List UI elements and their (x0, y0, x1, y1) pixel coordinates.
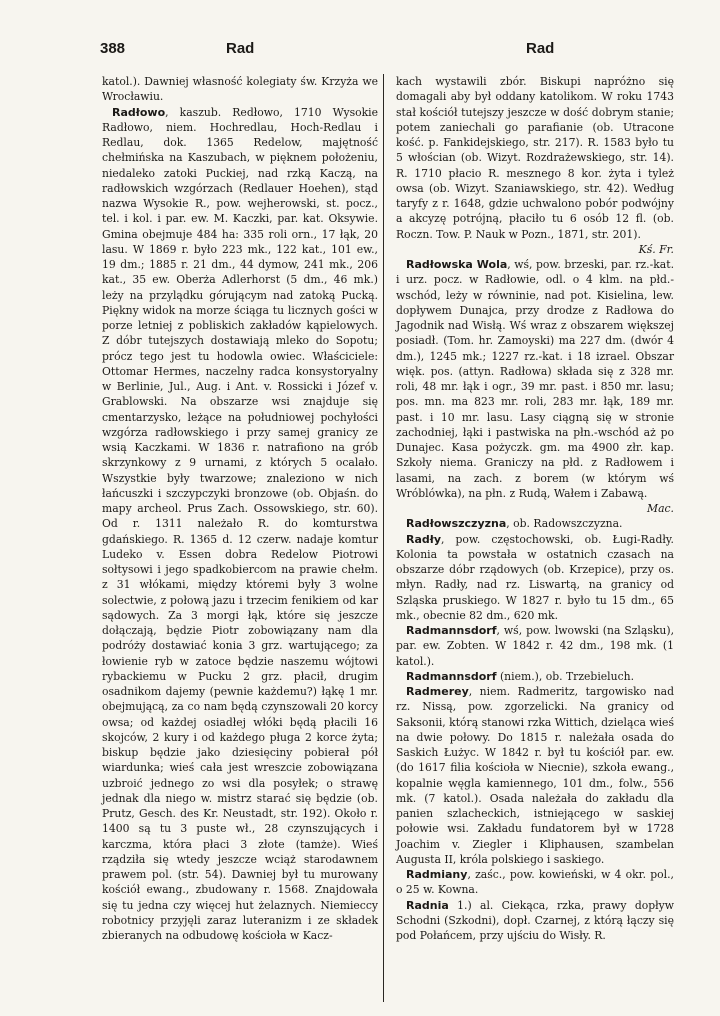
page-header (100, 40, 680, 62)
entry-headword: Radły (406, 532, 442, 546)
column-divider (383, 74, 384, 1002)
entry-text: , wś, pow. brzeski, par. rz.-kat. i urz. pocz. w Radłowie, odl. o 4 klm. na płd.-wschód, leży w równinie, nad pot. Kisielina, lew. dopływem Dunajca, przy drodze z Radłowa do Jagodnik nad Wisłą. Wś wraz z obszarem większej posiadł. (Tom. hr. Zamoyski) ma 227 dm. (dwór 4 dm.), 1245 mk.; 1227 rz.-kat. i 18 izrael. Obszar więk. pos. (attyn. Radłowa) składa się z 328 mr. roli, 48 mr. łąk i ogr., 39 mr. past. i 850 mr. lasu; pos. mn. ma 823 mr. roli, 283 mr. łąk, 189 mr. past. i 10 mr. lasu. Lasy ciągną się w stronie zachodniej, łąki i pastwiska na płn.-wschód aż po Dunajec. Kasa pożyczk. gm. ma 4900 złr. kap. Szkoły niema. Graniczy na płd. z Radłowem i lasami, na zach. z borem (w którym wś Wróblówka), na płn. z Rudą, Wałem i Zabawą. (396, 258, 674, 500)
dictionary-entry (396, 257, 674, 516)
right-column (396, 74, 674, 943)
entry-text: kach wystawili zbór. Biskupi napróżno się domagali aby był oddany katolikom. W roku 1743 stał kościół tutejszy jeszcze w dość dobrym stanie; potem zaniechali go parafianie (ob. Utracone kość. p. Fankidejskiego, str. 217). R. 1583 było tu 5 włościan (ob. Wizyt. Rozdrażewskiego, str. 14). R. 1710 płacio R. mesznego 8 kor. żyta i tyleż owsa (ob. Wizyt. Szaniawskiego, str. 42). Według taryfy z r. 1648, gdzie uchwalono pobór podwójny a akcyzę potrójną, płaciło tu 6 osób 12 fl. (ob. Roczn. Tow. P. Nauk w Pozn., 1871, str. 201). (396, 75, 674, 241)
entry-headword: Radmiany (406, 868, 468, 881)
entry-headword: Radnia (406, 898, 449, 912)
dictionary-entry (396, 516, 674, 531)
entry-headword: Radłowszczyzna (406, 517, 507, 531)
running-head-left: Rad (226, 40, 255, 57)
page-number: 388 (100, 40, 126, 57)
entry-text: 1.) al. Ciekąca, rzka, prawy dopływ Schodni (Szkodni), dopł. Czarnej, z którą łączy się pod Połańcem, przy ujściu do Wisły. R. (396, 898, 674, 942)
dictionary-entry (396, 867, 674, 898)
author-signature: Kś. Fr. (638, 242, 674, 256)
entry-headword: Radmannsdorf (406, 669, 497, 683)
entry-text: (niem.), ob. Trzebieluch. (496, 669, 635, 683)
dictionary-entry (396, 669, 674, 684)
running-head-right: Rad (526, 40, 555, 57)
dictionary-entry (102, 105, 378, 944)
entry-text: katol.). Dawniej własność kolegiaty św. Krzyża we Wrocławiu. (102, 75, 378, 104)
left-column (102, 74, 378, 943)
entry-headword: Radłowo (112, 105, 166, 119)
entry-text: , kaszub. Redłowo, 1710 Wysokie Radłowo, niem. Hochredlau, Hoch-Redlau i Redlau, dok. 1365 Redelow, majętność chełmińska na Kaszubach, w pięknem położeniu, niedaleko zatoki Puckiej, nad rzką Kaczą, na radłowskich wzgórzach (Redlauer Hoehen), stąd nazwa Wysokie R., pow. wejherowski, st. pocz., tel. i kol. i par. ew. M. Kaczki, par. kat. Oksywie. Gmina obejmuje 484 ha: 335 roli orn., 17 łąk, 20 lasu. W 1869 r. było 223 mk., 122 kat., 101 ew., 19 dm.; 1885 r. 21 dm., 44 dymow, 241 mk., 206 kat., 35 ew. Oberża Adlerhorst (5 dm., 46 mk.) leży na przylądku górującym nad zatoką Pucką. Piękny widok na morze ściąga tu licznych gości w porze letniej z pobliskich zakładów kąpielowych. Z dóbr tutejszych dostawiają mleko do Sopotu; prócz tego jest tu hodowla owiec. Właściciele: Ottomar Hermes, naczelny radca konsystoryalny w Berlinie, Jul., Aug. i Ant. v. Rossicki i Józef v. Grablowski. Na obszarze wsi znajduje się cmentarzysko, leżące na południowej pochyłości wzgórza radłowskiego i przy samej granicy ze wsią Kaczkami. W 1836 r. natrafiono na grób skrzynkowy z 9 urnami, z których 5 ocalało. Wszystkie były twarzowe; znaleziono w nich łańcuszki i szczypczyki bronzowe (ob. Objaśn. do mapy archeol. Prus Zach. Ossowskiego, str. 60). Od r. 1311 należało R. do komturstwa gdańskiego. R. 1365 d. 12 czerw. nadaje komtur Ludeko v. Essen dobra Redelow Piotrowi sołtysowi i jego spadkobiercom na prawie chełm. z 31 włókami, między któremi były 3 wolne solectwie, z połową jazu i trzecim fenikiem od kar sądowych. Za 3 morgi łąk, które się jeszcze dołączają, będzie Piotr zobowiązany nam dla podróży dostawiać konia 3 grz. wartującego; za łowienie ryb w zatoce będzie naszemu wójtowi rybackiemu w Pucku 2 grz. płacił, drugim osadnikom dajemy (pewnie każdemu?) łąkę 1 mr. obejmującą, za co nam będą czynszowali 20 korcy owsa; od każdej osiadłej włóki będą płacili 16 skojców, 2 kury i od każdego pługa 2 korce żyta; biskup będzie jako dziesięciny pobierał pół wiardunka; wieś cała jest wreszcie zobowiązana uzbroić jednego zo wsi dla posyłek; o strawę jednak dla niego w. mistrz starać się będzie (ob. Prutz, Gesch. des Kr. Neustadt, str. 192). Około r. 1400 są tu 3 puste wł., 28 czynszujących i karczma, która płaci 3 złote (tamże). Wieś rządziła się wtedy jeszcze wciąż starodawnem prawem pol. (str. 54). Dawniej był tu murowany kościół ewang., zbudowany r. 1568. Znajdowała się tu jedna czy więcej hut żelaznych. Niemieccy robotnicy przyjęli zaraz luteranizm i ze składek zbieranych na odbudowę kościoła w Kacz- (102, 105, 378, 942)
dictionary-entry (396, 898, 674, 944)
entry-text: , zaśc., pow. kowieński, w 4 okr. pol., o 25 w. Kowna. (396, 868, 674, 897)
dictionary-entry (396, 532, 674, 624)
entry-text: , niem. Radmeritz, targowisko nad rz. Nissą, pow. zgorzelicki. Na granicy od Saksonii, którą stanowi rzka Wittich, dzieląca wieś na dwie połowy. Do 1815 r. należała osada do Saskich Łużyc. W 1842 r. był tu kościół par. ew. (do 1617 filia kościoła w Niecnie), szkoła ewang., kopalnie węgla kamiennego, 101 dm., folw., 556 mk. (7 katol.). Osada należała do zakładu dla panien szlacheckich, istniejącego w saskiej połowie wsi. Zakładu fundatorem był w 1728 Joachim v. Ziegler i Kliphausen, szambelan Augusta II, króla polskiego i saskiego. (396, 685, 674, 866)
entry-text: , wś, pow. lwowski (na Szląsku), par. ew. Zobten. W 1842 r. 42 dm., 198 mk. (1 katol.). (396, 624, 674, 668)
author-signature: Mac. (647, 502, 674, 515)
dictionary-entry (396, 74, 674, 257)
entry-headword: Radmerey (406, 685, 469, 698)
entry-text: , pow. częstochowski, ob. Ługi-Radły. Kolonia ta powstała w ostatnich czasach na obszarze dóbr rządowych (ob. Krzepice), przy os. młyn. Radły, nad rz. Liswartą, na granicy od Szląska pruskiego. W 1827 r. było tu 15 dm., 65 mk., obecnie 82 dm., 620 mk. (396, 532, 674, 622)
dictionary-entry (396, 684, 674, 867)
dictionary-entry (102, 74, 378, 105)
entry-headword: Radłowska Wola (406, 258, 508, 271)
entry-headword: Radmannsdorf (406, 624, 497, 637)
dictionary-entry (396, 623, 674, 669)
entry-text: , ob. Radowszczyzna. (506, 517, 623, 531)
